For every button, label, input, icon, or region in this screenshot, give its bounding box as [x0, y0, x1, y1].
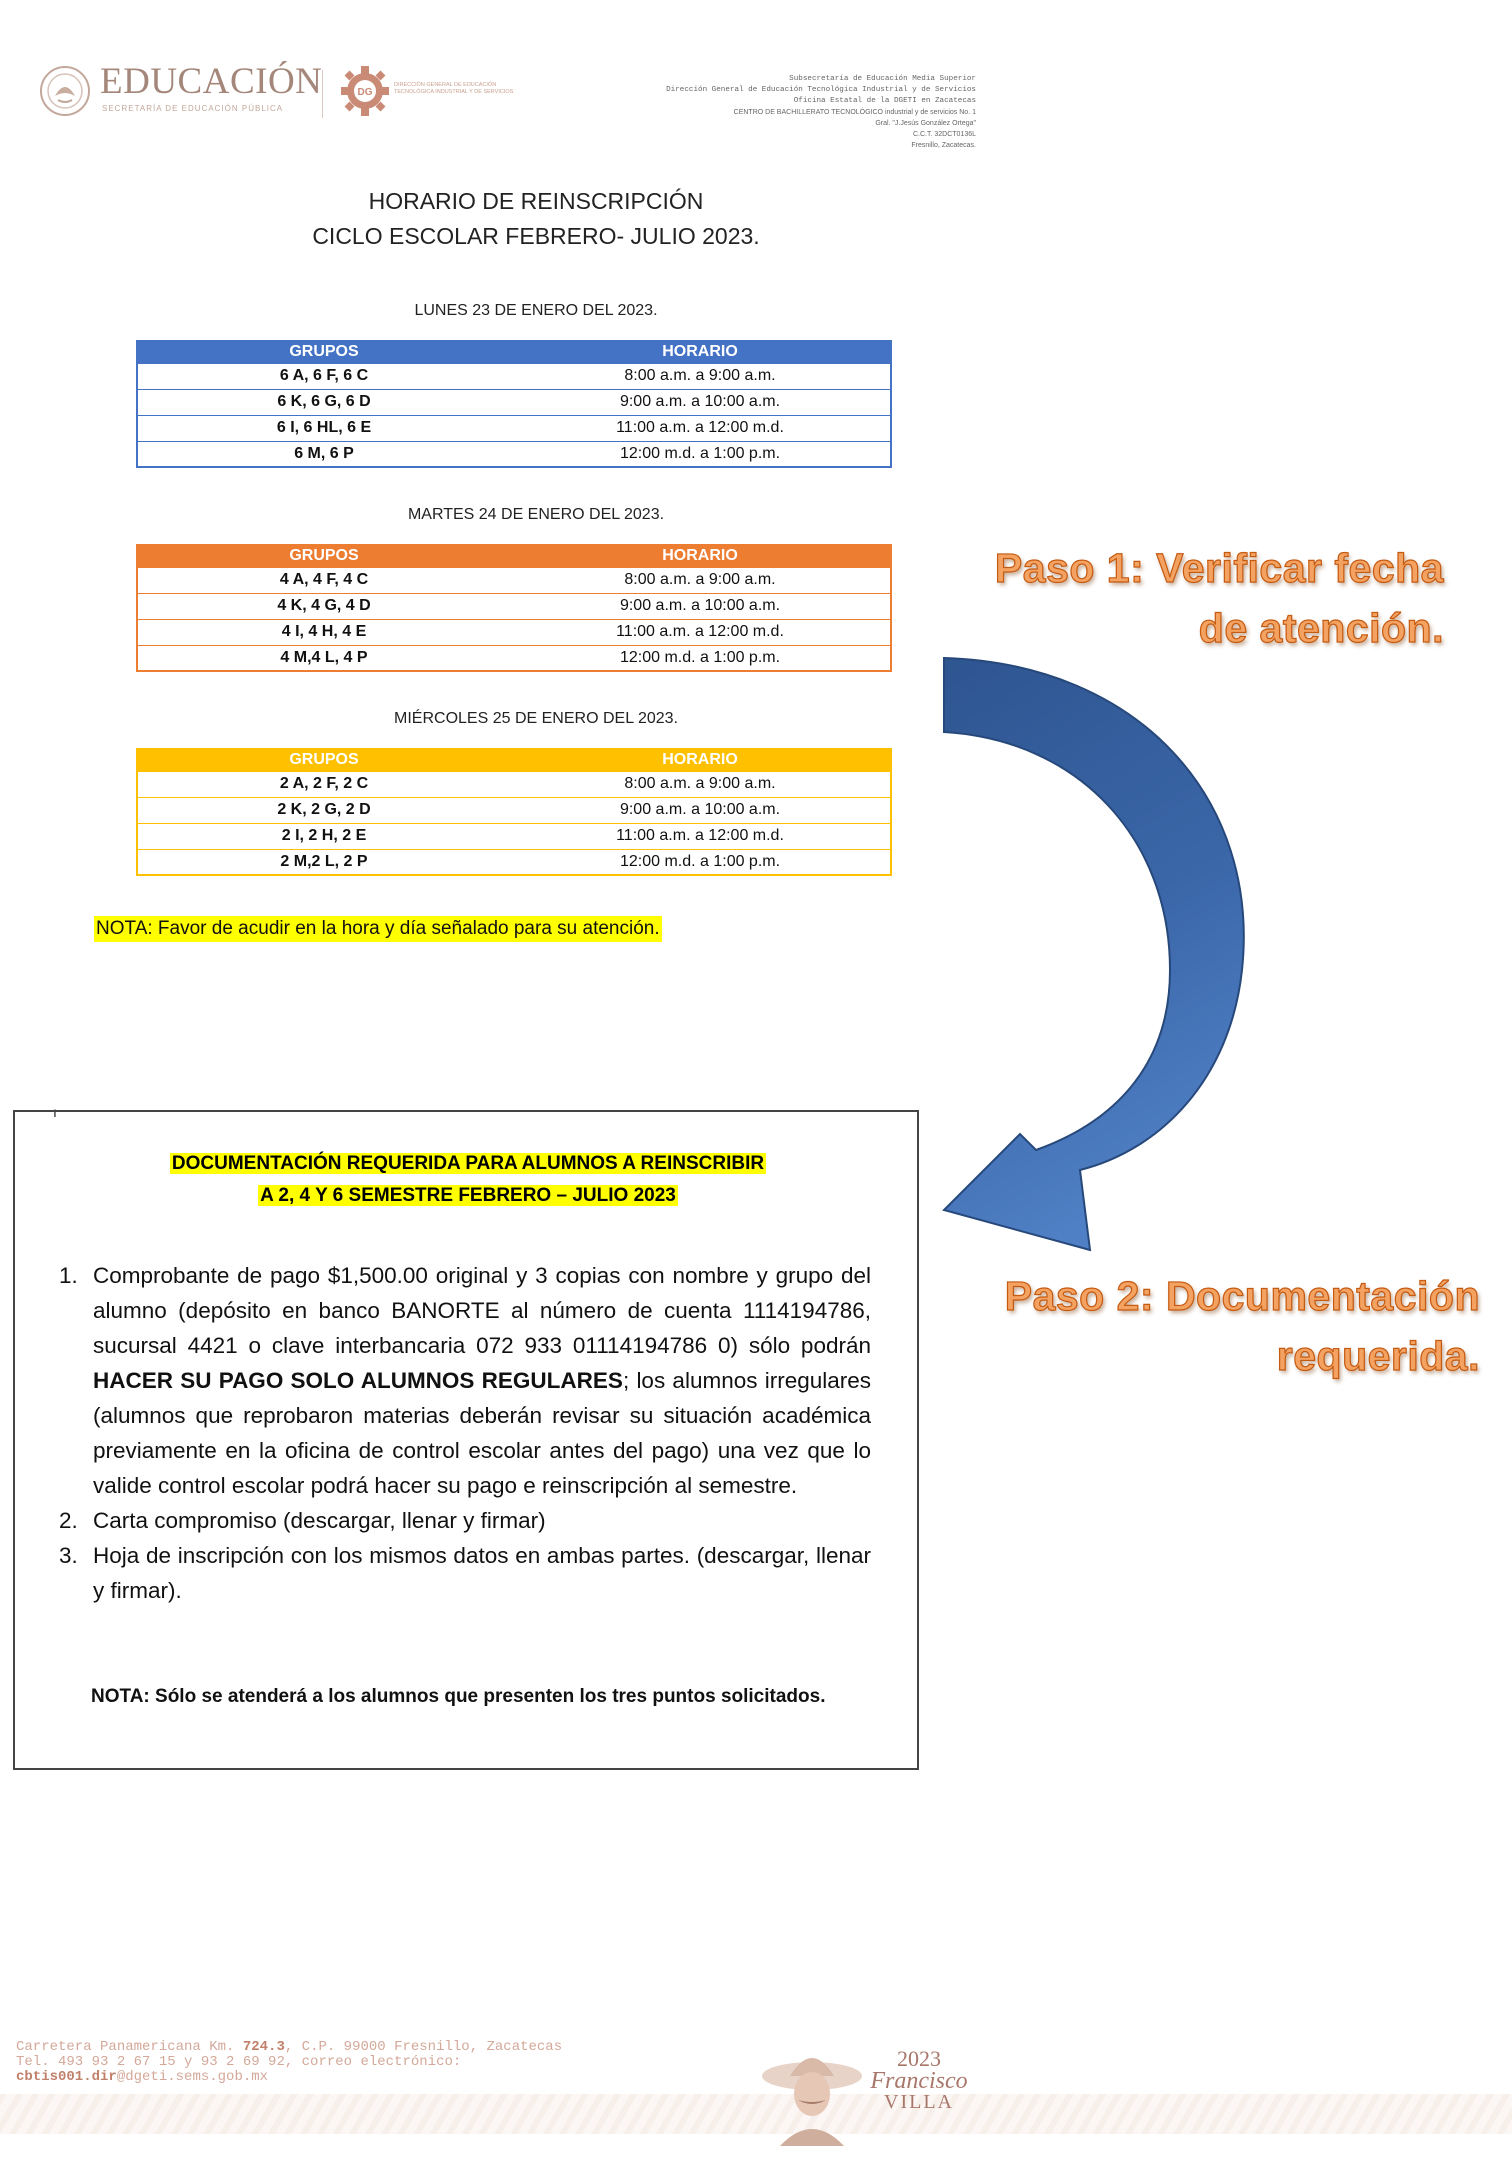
address-text: , C.P. 99000 Fresnillo, Zacatecas	[284, 2039, 563, 2055]
time-cell: 9:00 a.m. a 10:00 a.m.	[510, 389, 891, 415]
documentation-title	[15, 1148, 921, 1212]
schedule-table-wednesday	[136, 748, 892, 876]
groups-cell: 2 K, 2 G, 2 D	[137, 797, 510, 823]
table-row	[137, 823, 891, 849]
header-divider	[322, 70, 323, 118]
francisco-villa-portrait-icon	[760, 2036, 864, 2146]
email-line	[16, 2070, 562, 2085]
step-2-line-1: Paso 2: Documentación	[1004, 1273, 1480, 1319]
groups-cell: 4 A, 4 F, 4 C	[137, 567, 510, 593]
institution-line: Oficina Estatal de la DGETI en Zacatecas	[793, 97, 976, 105]
villa-year: 2023	[897, 2046, 941, 2071]
groups-cell: 6 M, 6 P	[137, 441, 510, 467]
villa-name: Francisco	[870, 2068, 968, 2094]
documentation-title-line-1: DOCUMENTACIÓN REQUERIDA PARA ALUMNOS A REINSCRIBIR	[171, 1153, 765, 1174]
item-number: 3.	[59, 1543, 78, 1568]
groups-cell: 4 M,4 L, 4 P	[137, 645, 510, 671]
address-text: Carretera Panamericana Km.	[16, 2039, 243, 2055]
time-cell: 12:00 m.d. a 1:00 p.m.	[510, 849, 891, 875]
table-row	[137, 441, 891, 467]
item-number: 2.	[59, 1508, 78, 1533]
groups-cell: 6 A, 6 F, 6 C	[137, 363, 510, 389]
time-cell: 9:00 a.m. a 10:00 a.m.	[510, 797, 891, 823]
day-label-wednesday: MIÉRCOLES 25 DE ENERO DEL 2023.	[394, 710, 678, 727]
column-header-time: HORARIO	[510, 341, 891, 363]
institution-line: C.C.T. 32DCT0136L	[912, 131, 976, 138]
table-header	[137, 545, 891, 567]
institution-line: CENTRO DE BACHILLERATO TECNOLÓGICO industrial y de servicios No. 1	[733, 109, 976, 116]
table-row	[137, 797, 891, 823]
step-1-line-1: Paso 1: Verificar fecha	[994, 545, 1444, 591]
institution-info	[596, 74, 976, 151]
step-1-line-2: de atención.	[1198, 605, 1444, 651]
table-row	[137, 645, 891, 671]
time-cell: 8:00 a.m. a 9:00 a.m.	[510, 771, 891, 797]
item-text: ; los alumnos irregulares (alumnos que reprobaron materias deberán revisar su situación académica previamente en la oficina de control escolar antes del pago) una vez que lo valide control escolar podrá hacer su pago e reinscripción al semestre.	[93, 1368, 872, 1498]
groups-cell: 4 I, 4 H, 4 E	[137, 619, 510, 645]
step-2-annotation	[960, 1266, 1480, 1386]
dgeti-gear-icon	[340, 62, 390, 120]
column-header-groups: GRUPOS	[137, 545, 510, 567]
list-item	[59, 1503, 871, 1538]
time-cell: 11:00 a.m. a 12:00 m.d.	[510, 823, 891, 849]
footer	[0, 2030, 1512, 2158]
institution-line: Dirección General de Educación Tecnológica Industrial y de Servicios	[666, 86, 976, 94]
time-cell: 8:00 a.m. a 9:00 a.m.	[510, 363, 891, 389]
mexico-seal-icon	[38, 64, 92, 118]
table-row	[137, 389, 891, 415]
villa-surname: VILLA	[884, 2091, 954, 2113]
time-cell: 12:00 m.d. a 1:00 p.m.	[510, 645, 891, 671]
footer-pattern-band	[0, 2091, 1512, 2134]
column-header-time: HORARIO	[510, 749, 891, 771]
curved-arrow-icon	[930, 650, 1270, 1290]
groups-cell: 2 I, 2 H, 2 E	[137, 823, 510, 849]
schedule-table-monday	[136, 340, 892, 468]
step-1-annotation	[930, 538, 1444, 658]
address-km: 724.3	[242, 2039, 285, 2055]
column-header-time: HORARIO	[510, 545, 891, 567]
table-row	[137, 849, 891, 875]
groups-cell: 2 M,2 L, 2 P	[137, 849, 510, 875]
column-header-groups: GRUPOS	[137, 341, 510, 363]
institution-line: Fresnillo, Zacatecas.	[911, 142, 976, 149]
table-header	[137, 749, 891, 771]
schedule-table-tuesday	[136, 544, 892, 672]
institution-line: Subsecretaría de Educación Media Superior	[789, 75, 976, 83]
letterhead	[0, 0, 1512, 160]
email-domain: @dgeti.sems.gob.mx	[116, 2069, 269, 2085]
documentation-title-line-2: A 2, 4 Y 6 SEMESTRE FEBRERO – JULIO 2023	[260, 1185, 676, 1206]
item-text: Comprobante de pago $1,500.00 original y 3 copias con nombre y grupo del alumno (depósito en banco BANORTE al número de cuenta 1114194786, sucursal 4421 o clave interbancaria 072 933 01114194786 0) sólo podrán	[93, 1263, 871, 1358]
documentation-box	[13, 1110, 919, 1770]
table-header	[137, 341, 891, 363]
title-line-1: HORARIO DE REINSCRIPCIÓN	[368, 188, 704, 214]
address-line	[16, 2040, 562, 2055]
item-text: Carta compromiso (descargar, llenar y firmar)	[93, 1508, 546, 1533]
footer-address	[16, 2040, 562, 2085]
dgeti-logo	[340, 62, 520, 126]
educacion-subtitle: SECRETARÍA DE EDUCACIÓN PÚBLICA	[102, 104, 284, 113]
educacion-logo	[38, 58, 328, 128]
svg-text:DG: DG	[357, 87, 373, 98]
table-row	[137, 593, 891, 619]
educacion-title: EDUCACIÓN	[100, 61, 323, 102]
groups-cell: 4 K, 4 G, 4 D	[137, 593, 510, 619]
table-row	[137, 771, 891, 797]
day-label-tuesday: MARTES 24 DE ENERO DEL 2023.	[407, 506, 665, 523]
villa-2023-logo	[864, 2048, 974, 2112]
column-header-groups: GRUPOS	[137, 749, 510, 771]
institution-line: Gral. "J.Jesús González Ortega"	[875, 120, 976, 127]
item-text: Hoja de inscripción con los mismos datos en ambas partes. (descargar, llenar y firmar).	[93, 1543, 871, 1603]
time-cell: 9:00 a.m. a 10:00 a.m.	[510, 593, 891, 619]
groups-cell: 6 K, 6 G, 6 D	[137, 389, 510, 415]
time-cell: 11:00 a.m. a 12:00 m.d.	[510, 619, 891, 645]
groups-cell: 2 A, 2 F, 2 C	[137, 771, 510, 797]
table-row	[137, 415, 891, 441]
documentation-note: NOTA: Sólo se atenderá a los alumnos que presenten los tres puntos solicitados.	[91, 1686, 826, 1707]
time-cell: 12:00 m.d. a 1:00 p.m.	[510, 441, 891, 467]
item-bold-text: HACER SU PAGO SOLO ALUMNOS REGULARES	[93, 1368, 623, 1393]
table-row	[137, 567, 891, 593]
text-cursor: ı	[53, 1104, 57, 1120]
time-cell: 11:00 a.m. a 12:00 m.d.	[510, 415, 891, 441]
schedule-note: NOTA: Favor de acudir en la hora y día señalado para su atención.	[94, 916, 662, 942]
step-2-line-2: requerida.	[1276, 1333, 1480, 1379]
dgeti-text: DIRECCIÓN GENERAL DE EDUCACIÓN TECNOLÓGICA INDUSTRIAL Y DE SERVICIOS	[394, 82, 514, 95]
groups-cell: 6 I, 6 HL, 6 E	[137, 415, 510, 441]
email-user: cbtis001.dir	[16, 2069, 117, 2085]
item-number: 1.	[59, 1263, 78, 1288]
requirements-list	[59, 1258, 871, 1608]
page-title	[128, 184, 944, 254]
list-item	[59, 1538, 871, 1608]
list-item	[59, 1258, 871, 1503]
table-row	[137, 363, 891, 389]
title-line-2: CICLO ESCOLAR FEBRERO- JULIO 2023.	[312, 223, 760, 249]
phone-line: Tel. 493 93 2 67 15 y 93 2 69 92, correo electrónico:	[16, 2054, 462, 2070]
day-label-monday: LUNES 23 DE ENERO DEL 2023.	[414, 302, 658, 319]
time-cell: 8:00 a.m. a 9:00 a.m.	[510, 567, 891, 593]
table-row	[137, 619, 891, 645]
